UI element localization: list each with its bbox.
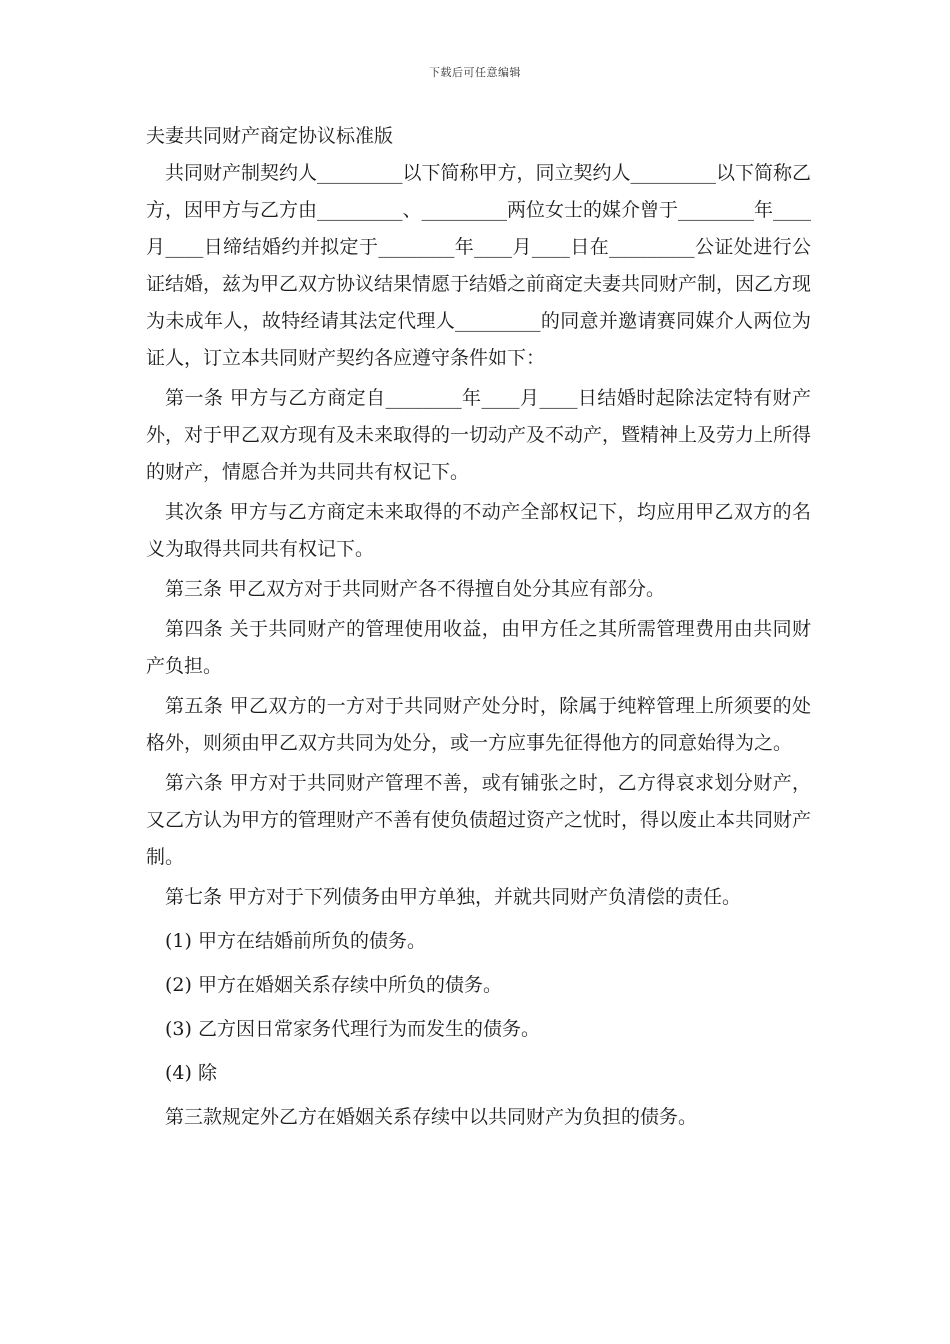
document-title: 夫妻共同财产商定协议标准版 [146,125,394,147]
article-2: 其次条 甲方与乙方商定未来取得的不动产全部权记下，均应用甲乙双方的名义为取得共同共有权记下。 [146,501,811,560]
list-item: (1) 甲方在结婚前所负的债务。 [165,930,426,952]
intro-paragraph: 共同财产制契约人_________以下简称甲方，同立契约人_________以下简称乙方，因甲方与乙方由_________、_________两位女士的媒介曾于________年____月____日缔结婚约并拟定于________年____月____日在_________公证处进行公证结婚，兹为甲乙双方协议结果情愿于结婚之前商定夫妻共同财产制，因乙方现为未成年人，故特经请其法定代理人_________的同意并邀请赛同媒介人两位为证人，订立本共同财产契约各应遵守条件如下： [146,162,812,369]
article-1: 第一条 甲方与乙方商定自________年____月____日结婚时起除法定特有财产外，对于甲乙双方现有及未来取得的一切动产及不动产，暨精神上及劳力上所得的财产，情愿合并为共同共有权记下。 [146,387,812,483]
article-3: 第三条 甲乙双方对于共同财产各不得擅自处分其应有部分。 [165,578,666,600]
closing-paragraph: 第三款规定外乙方在婚姻关系存续中以共同财产为负担的债务。 [165,1106,698,1128]
article-4: 第四条 关于共同财产的管理使用收益，由甲方任之其所需管理费用由共同财产负担。 [146,618,811,677]
document-body [146,118,811,1136]
list-item: (3) 乙方因日常家务代理行为而发生的债务。 [165,1018,540,1040]
article-7: 第七条 甲方对于下列债务由甲方单独，并就共同财产负清偿的责任。 [165,886,742,908]
article-5: 第五条 甲乙双方的一方对于共同财产处分时，除属于纯粹管理上所须要的处格外，则须由甲乙双方共同为处分，或一方应事先征得他方的同意始得为之。 [146,695,811,754]
page-header-note: 下载后可任意编辑 [429,66,521,79]
list-item: (2) 甲方在婚姻关系存续中所负的债务。 [165,974,502,996]
list-item: (4) 除 [165,1062,217,1084]
article-6: 第六条 甲方对于共同财产管理不善，或有铺张之时，乙方得哀求划分财产，又乙方认为甲方的管理财产不善有使负债超过资产之忧时，得以废止本共同财产制。 [146,772,812,868]
